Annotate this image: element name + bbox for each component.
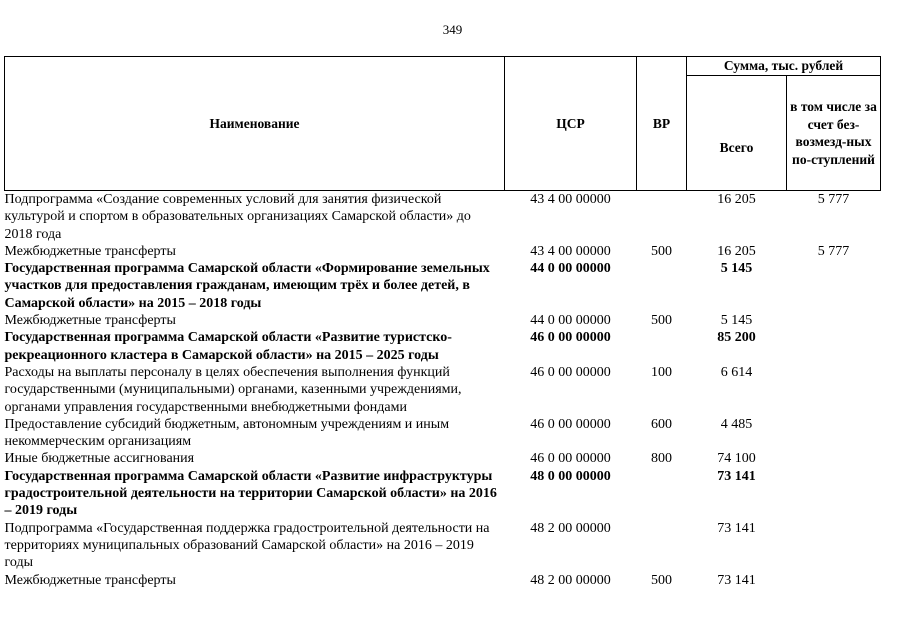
- row-csr: 43 4 00 00000: [530, 192, 611, 207]
- table-row: [5, 468, 881, 520]
- row-csr: 43 4 00 00000: [530, 243, 611, 259]
- row-csr: 48 0 00 00000: [530, 468, 611, 484]
- table-row: [5, 450, 881, 467]
- header-sum-group: Сумма, тыс. рублей: [687, 57, 881, 76]
- row-csr: 44 0 00 00000: [530, 261, 611, 277]
- table-row: [5, 416, 881, 451]
- row-incl: [787, 572, 881, 589]
- row-total: 4 485: [720, 416, 753, 432]
- row-total: 6 614: [720, 364, 753, 380]
- row-total: 5 145: [720, 313, 753, 329]
- row-total: 16 205: [717, 192, 756, 207]
- row-incl: 5 777: [817, 243, 850, 259]
- row-csr: 48 2 00 00000: [530, 520, 611, 536]
- row-total: 73 141: [717, 572, 756, 588]
- row-total: 85 200: [717, 330, 756, 346]
- row-vr: [637, 329, 687, 364]
- table-row: [5, 191, 881, 243]
- row-csr: 46 0 00 00000: [530, 416, 611, 432]
- row-csr: 44 0 00 00000: [530, 313, 611, 329]
- row-vr: [637, 191, 687, 243]
- row-total: 16 205: [717, 243, 756, 259]
- row-incl: [787, 329, 881, 364]
- table-row: [5, 364, 881, 416]
- header-name: Наименование: [5, 57, 505, 191]
- page-number: 349: [442, 22, 463, 37]
- row-vr: 500: [651, 243, 672, 259]
- row-name: Межбюджетные трансферты: [4, 572, 176, 588]
- row-name: Государственная программа Самарской области «Формирование земельных участков для предоставления гражданам, имеющим трёх и более детей, в Самарской области» на 2015 – 2018 годы: [4, 261, 490, 311]
- table-row: [5, 243, 881, 260]
- row-total: 5 145: [720, 261, 753, 277]
- row-vr: 800: [651, 451, 672, 467]
- row-name: Предоставление субсидий бюджетным, автономным учреждениям и иным некоммерческим организациям: [4, 416, 450, 450]
- row-incl: 5 777: [817, 192, 850, 207]
- row-csr: 48 2 00 00000: [530, 572, 611, 588]
- row-incl: [787, 468, 881, 520]
- row-name: Расходы на выплаты персоналу в целях обеспечения выполнения функций государственными (муниципальными) органами, казенными учреждениями, органами управления государственными внебюджетными фондами: [4, 364, 462, 415]
- row-csr: 46 0 00 00000: [530, 364, 611, 380]
- row-name: Межбюджетные трансферты: [4, 313, 176, 329]
- table-row: [5, 572, 881, 589]
- row-vr: [637, 260, 687, 312]
- row-name: Иные бюджетные ассигнования: [4, 451, 195, 467]
- table-body: [5, 191, 881, 589]
- header-vr: ВР: [637, 57, 687, 191]
- row-name: Подпрограмма «Создание современных условий для занятия физической культурой и спортом в образовательных организациях Самарской области» до 2018 года: [4, 192, 471, 242]
- header-total: Всего: [687, 76, 787, 191]
- table-row: [5, 260, 881, 312]
- row-name: Государственная программа Самарской области «Развитие туристско-рекреационного кластера в Самарской области» на 2015 – 2025 годы: [4, 330, 452, 363]
- row-vr: 100: [651, 364, 672, 380]
- row-vr: 500: [651, 572, 672, 588]
- row-csr: 46 0 00 00000: [530, 451, 611, 467]
- row-incl: [787, 260, 881, 312]
- row-total: 73 141: [717, 468, 756, 484]
- row-total: 73 141: [717, 520, 756, 536]
- row-vr: 500: [651, 313, 672, 329]
- header-incl: в том числе за счет без-возмезд-ных по-ступлений: [787, 76, 881, 191]
- row-total: 74 100: [717, 451, 756, 467]
- header-csr: ЦСР: [505, 57, 637, 191]
- row-incl: [787, 312, 881, 329]
- row-name: Подпрограмма «Государственная поддержка градостроительной деятельности на территориях муниципальных образований Самарской области» на 2016 – 2019 годы: [4, 520, 490, 571]
- row-vr: [637, 520, 687, 572]
- row-vr: 600: [651, 416, 672, 432]
- table-row: [5, 329, 881, 364]
- row-incl: [787, 520, 881, 572]
- budget-table: [4, 56, 881, 589]
- row-incl: [787, 416, 881, 451]
- table-row: [5, 312, 881, 329]
- row-name: Межбюджетные трансферты: [4, 243, 176, 259]
- table-row: [5, 520, 881, 572]
- row-incl: [787, 364, 881, 416]
- row-incl: [787, 450, 881, 467]
- row-name: Государственная программа Самарской области «Развитие инфраструктуры градостроительной деятельности на территории Самарской области» на 2016 – 2019 годы: [4, 468, 497, 519]
- row-vr: [637, 468, 687, 520]
- row-csr: 46 0 00 00000: [530, 330, 611, 346]
